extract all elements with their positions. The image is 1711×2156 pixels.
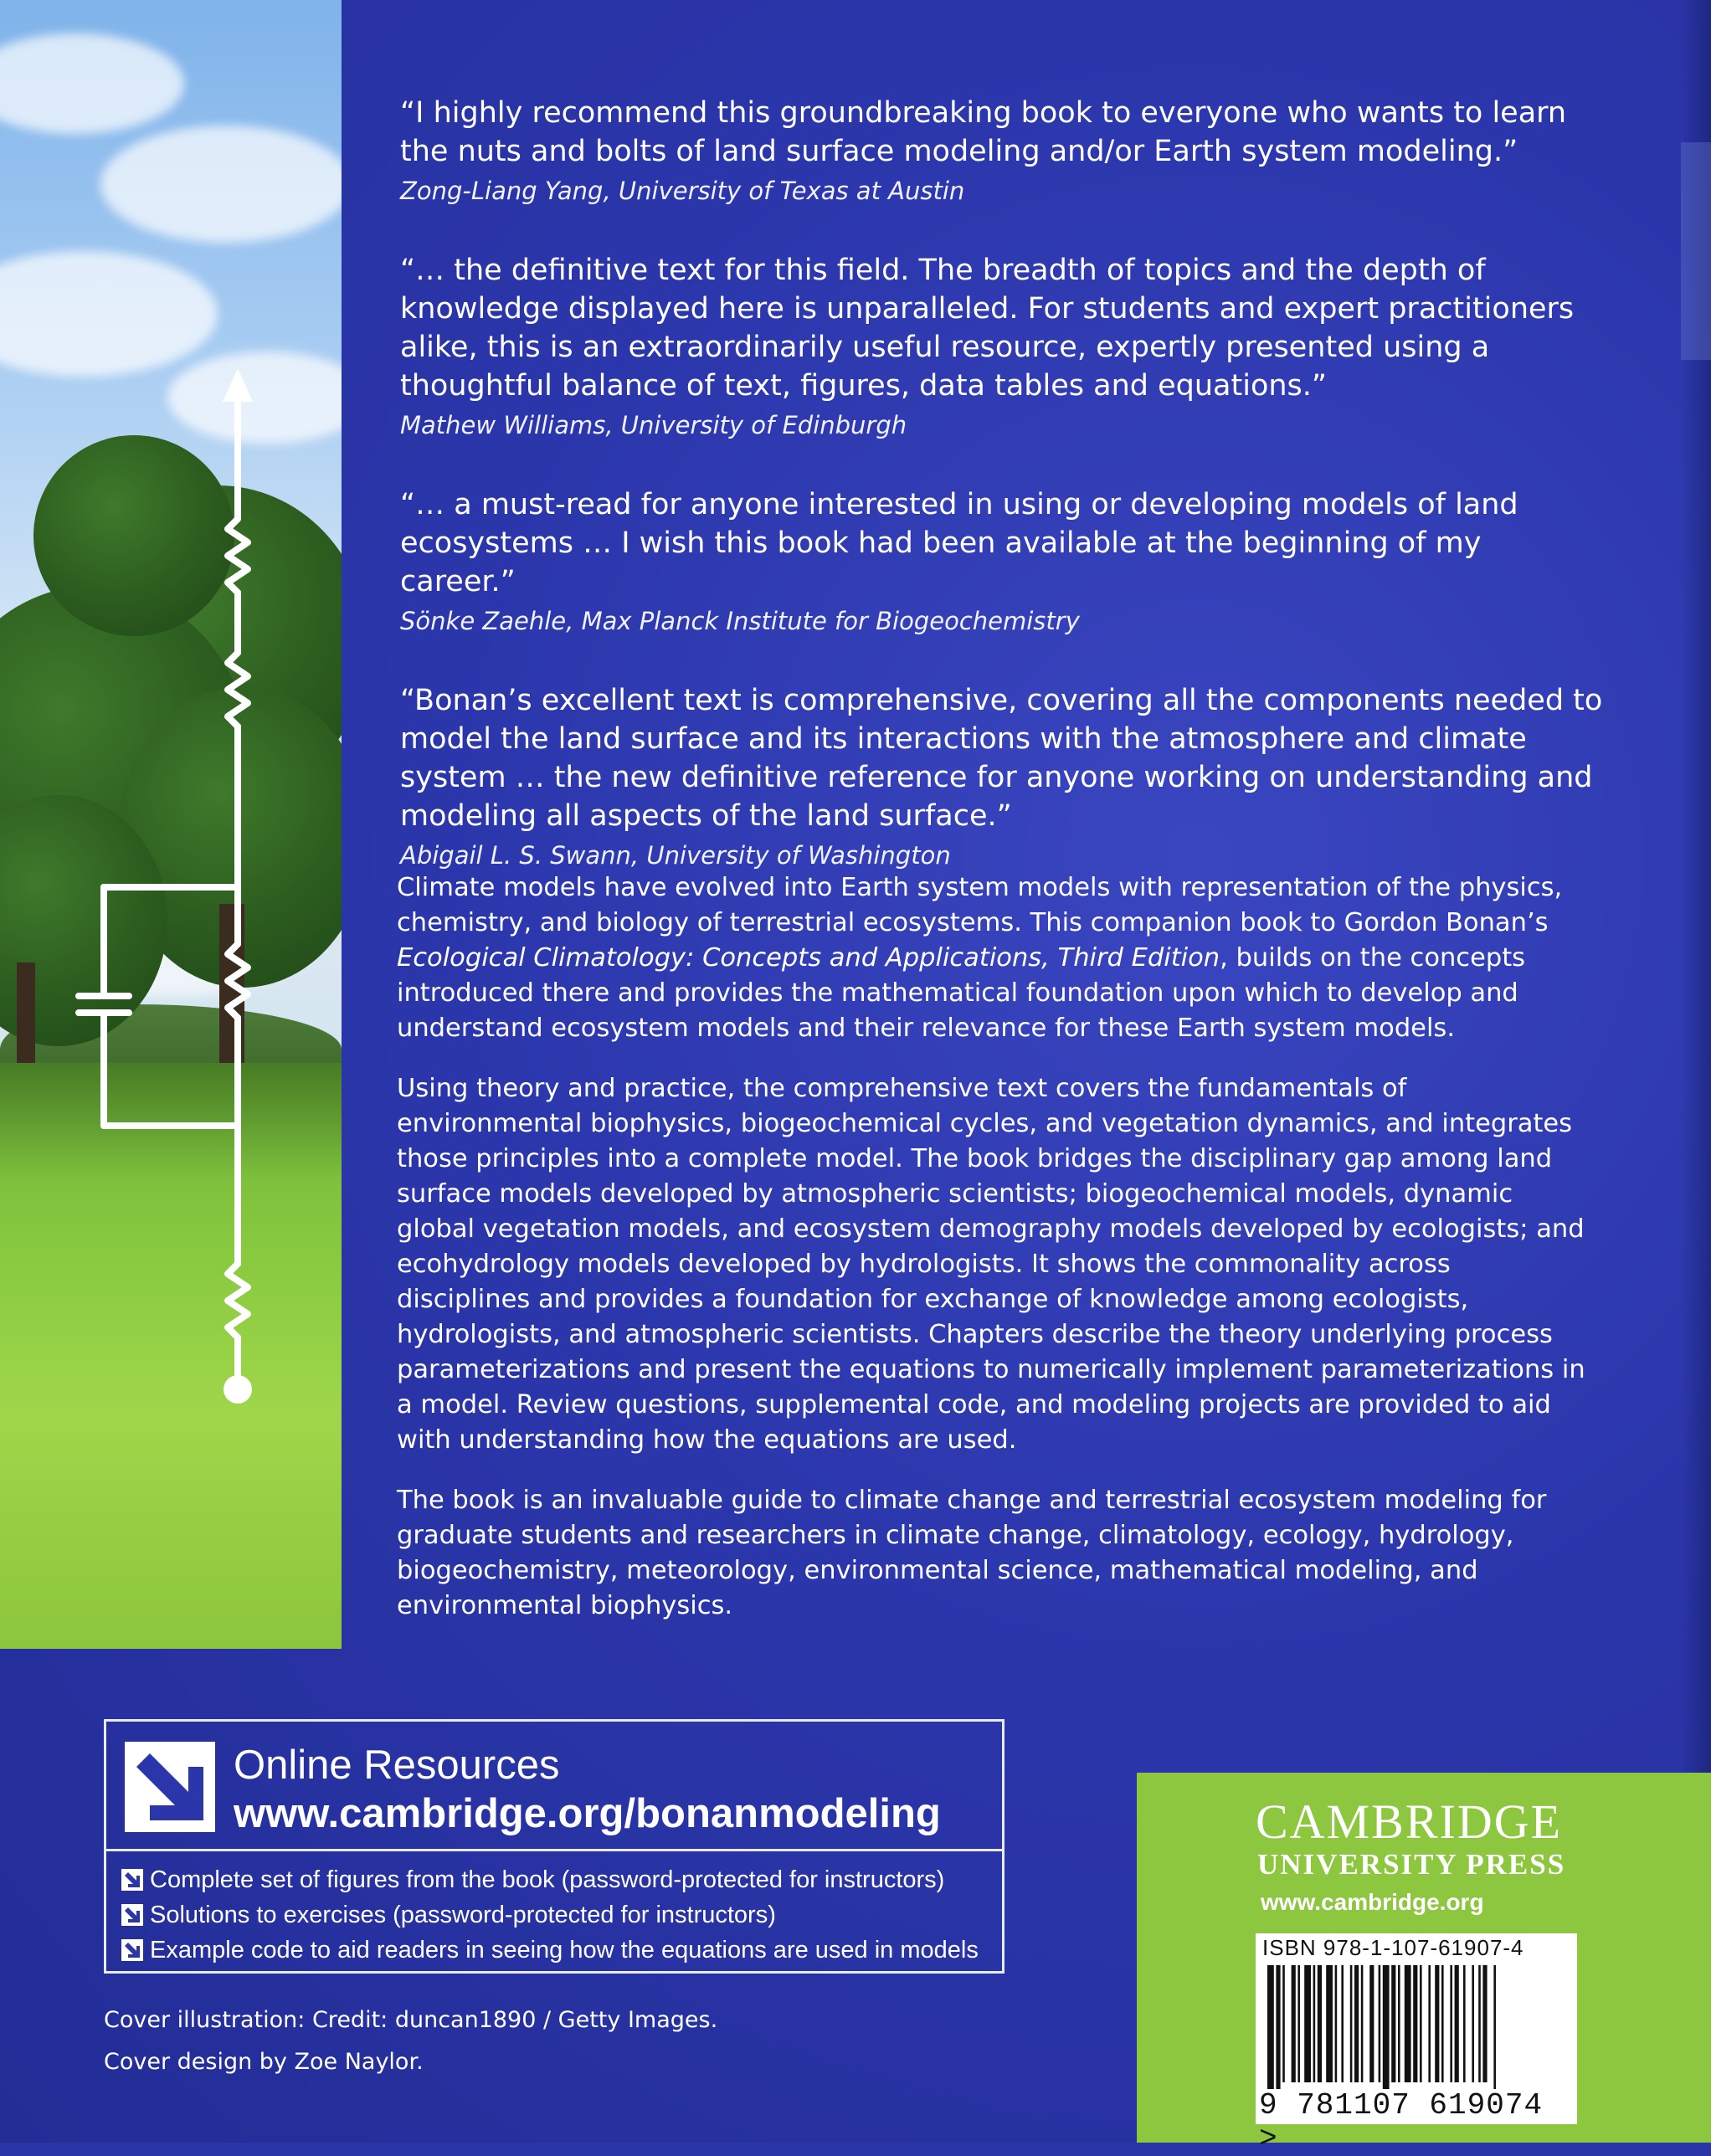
- barcode: [1256, 1933, 1577, 2156]
- quote-attribution: Mathew Williams, University of Edinburgh: [400, 411, 907, 439]
- publisher-name: CAMBRIDGE: [1256, 1794, 1563, 1849]
- quote-text: “I highly recommend this groundbreaking book to everyone who wants to learn the nuts and bolts of land surface modeling and/or Earth system modeling.”: [400, 96, 1567, 168]
- list-item: [121, 1933, 979, 1968]
- quote-attribution: Zong-Liang Yang, University of Texas at Austin: [400, 177, 965, 205]
- isbn-label: ISBN 978-1-107-61907-4: [1262, 1935, 1524, 1960]
- quote-2: [400, 251, 1606, 442]
- endorsement-quotes: [400, 94, 1606, 916]
- online-resources-box: [104, 1719, 1005, 1974]
- spine-tab: [1681, 142, 1711, 360]
- quote-4: [400, 681, 1606, 872]
- quote-text: “… the definitive text for this field. The breadth of topics and the depth of knowledge displayed here is unparalleled. For students and expert practitioners alike, this is an extraordinarily useful resource, expertly presented using a thoughtful balance of text, figures, data tables and equations.”: [400, 254, 1575, 403]
- list-item: [121, 1862, 979, 1897]
- illustration-credit: Cover illustration: Credit: duncan1890 / Getty Images.: [104, 2007, 718, 2033]
- description-paragraph-2: Using theory and practice, the comprehensive text covers the fundamentals of environmental biophysics, biogeochemical cycles, and vegetation dynamics, and integrates those principles into a complete model. The book bridges the disciplinary gap among land surface models developed by atmospheric scientists; biogeochemical models, dynamic global vegetation models, and ecosystem demography models developed by ecologists; and ecohydrology models developed by hydrologists. It shows the commonality across disciplines and provides a foundation for exchange of knowledge among ecologists, hydrologists, and atmospheric scientists. Chapters describe the theory underlying process parameterizations and present the equations to numerically implement parameterizations in a model. Review questions, supplemental code, and modeling projects are provided to aid with understanding how the equations are used.: [397, 1074, 1585, 1455]
- resources-url[interactable]: www.cambridge.org/bonanmodeling: [234, 1791, 941, 1836]
- description-paragraph-1: Climate models have evolved into Earth system models with representation of the physics, chemistry, and biology of terrestrial ecosystems. This companion book to Gordon Bonan’s Ecological Climatology: Concepts and Applications, Third Edition, builds on the concepts introduced there and provides the mathematical foundation upon which to develop and understand ecosystem models and their relevance for these Earth system models.: [397, 873, 1563, 1043]
- arrow-down-right-icon: [121, 1939, 143, 1961]
- publisher-subtitle: UNIVERSITY PRESS: [1257, 1848, 1566, 1881]
- quote-text: “… a must-read for anyone interested in using or developing models of land ecosystems … I wish this book had been available at the beginning of my career.”: [400, 488, 1518, 598]
- barcode-digits: 9 781107 619074 >: [1259, 2088, 1544, 2156]
- publisher-block: [1137, 1773, 1711, 2156]
- book-description: [397, 870, 1585, 1649]
- barcode-bars: [1262, 1965, 1570, 2089]
- arrow-down-right-icon: [121, 1904, 143, 1926]
- companion-book-title: Ecological Climatology: Concepts and Applications, Third Edition: [397, 943, 1220, 973]
- quote-attribution: Abigail L. S. Swann, University of Washington: [400, 841, 951, 870]
- quote-1: [400, 94, 1606, 208]
- quote-attribution: Sönke Zaehle, Max Planck Institute for Biogeochemistry: [400, 607, 1080, 635]
- resources-title: Online Resources: [234, 1743, 560, 1788]
- cover-credits: [104, 2005, 717, 2089]
- list-item: [121, 1897, 979, 1933]
- description-paragraph-3: The book is an invaluable guide to climate change and terrestrial ecosystem modeling for graduate students and researchers in climate change, climatology, ecology, hydrology, biogeochemistry, meteorology, environmental science, mathematical modeling, and environmental biophysics.: [397, 1486, 1547, 1620]
- publisher-url[interactable]: www.cambridge.org: [1261, 1889, 1484, 1915]
- resistor-circuit-illustration: [0, 0, 342, 1649]
- design-credit: Cover design by Zoe Naylor.: [104, 2049, 424, 2075]
- resource-item-text: Complete set of figures from the book (password-protected for instructors): [150, 1866, 945, 1893]
- quote-3: [400, 485, 1606, 638]
- divider: [106, 1849, 1002, 1851]
- resource-item-text: Example code to aid readers in seeing how the equations are used in models: [150, 1937, 979, 1964]
- resource-item-text: Solutions to exercises (password-protected for instructors): [150, 1902, 776, 1928]
- resources-list: [121, 1862, 979, 1968]
- cover-photo: [0, 0, 342, 1649]
- arrow-down-right-icon: [121, 1869, 143, 1891]
- arrow-down-right-icon: [125, 1742, 215, 1832]
- quote-text: “Bonan’s excellent text is comprehensive, covering all the components needed to model the land surface and its interactions with the atmosphere and climate system … the new definitive reference for anyone working on understanding and modeling all aspects of the land surface.”: [400, 684, 1603, 833]
